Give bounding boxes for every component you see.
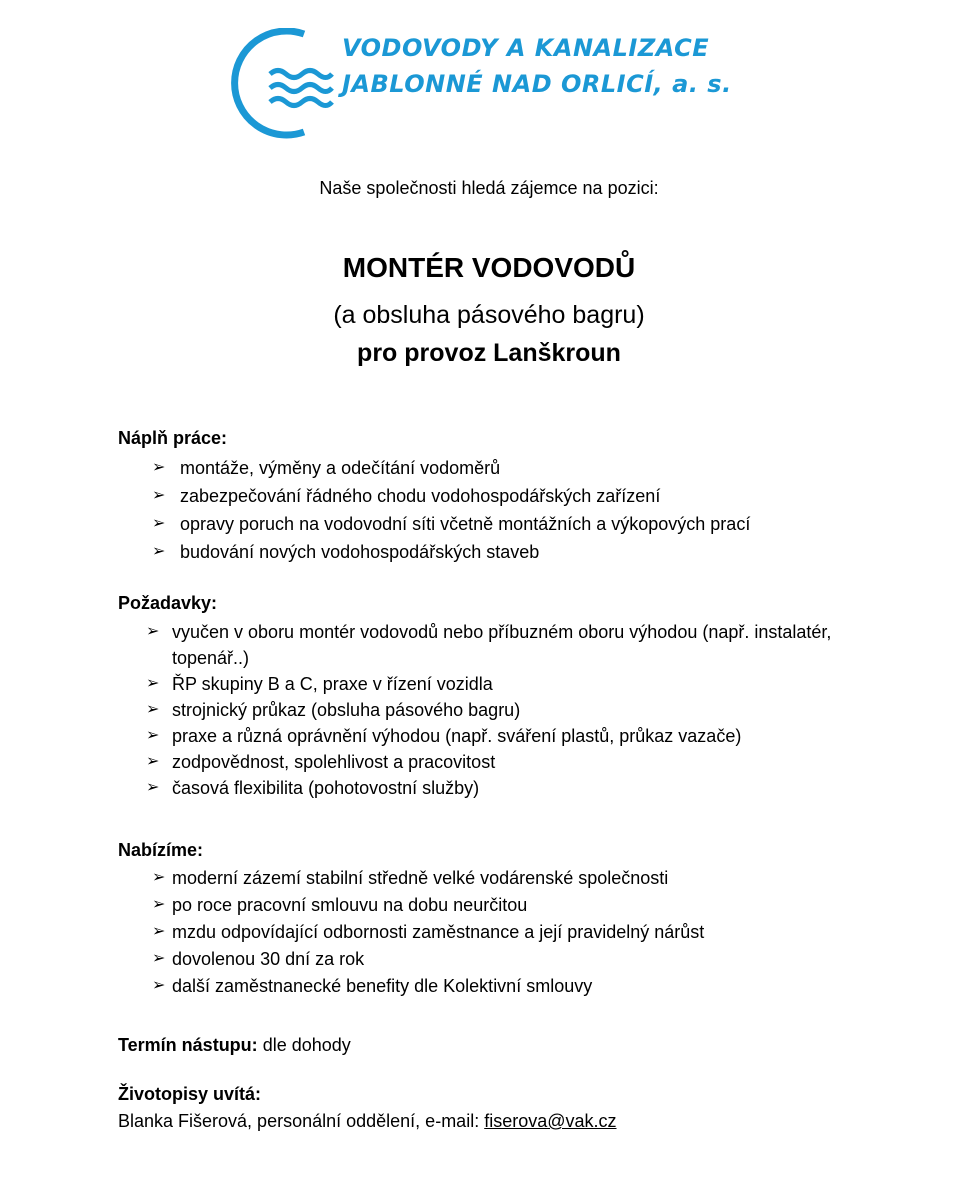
arrow-bullet-icon: ➢	[146, 701, 160, 718]
job-subtitle: (a obsluha pásového bagru)	[333, 301, 645, 329]
list-item: ➢ ŘP skupiny B a C, praxe v řízení vozidla	[146, 671, 846, 697]
arrow-bullet-icon: ➢	[146, 675, 160, 692]
logo-text-line1: VODOVODY A KANALIZACE	[342, 34, 710, 62]
list-item: ➢ dovolenou 30 dní za rok	[152, 946, 852, 973]
contact-text: Blanka Fišerová, personální oddělení, e-mail:	[118, 1111, 480, 1131]
arrow-bullet-icon: ➢	[152, 923, 166, 940]
job-location: pro provoz Lanškroun	[357, 339, 621, 367]
arrow-bullet-icon: ➢	[152, 950, 166, 967]
contact-heading: Životopisy uvítá:	[118, 1084, 262, 1104]
company-logo	[222, 28, 782, 140]
arrow-bullet-icon: ➢	[152, 515, 166, 532]
section-heading-pozadavky: Požadavky:	[118, 593, 218, 613]
intro-text: Naše společnosti hledá zájemce na pozici:	[319, 178, 659, 198]
start-date-label: Termín nástupu:	[118, 1035, 258, 1055]
pozadavky-list	[146, 619, 846, 801]
section-heading-nabizime: Nabízíme:	[118, 840, 204, 860]
list-item: ➢ praxe a různá oprávnění výhodou (např. sváření plastů, průkaz vazače)	[146, 723, 846, 749]
list-item: ➢ zabezpečování řádného chodu vodohospodářských zařízení	[152, 483, 872, 511]
arrow-bullet-icon: ➢	[152, 487, 166, 504]
list-item: ➢ opravy poruch na vodovodní síti včetně montážních a výkopových prací	[152, 511, 872, 539]
list-item: ➢ moderní zázemí stabilní středně velké vodárenské společnosti	[152, 865, 852, 892]
contact-line	[118, 1111, 617, 1132]
list-item: ➢ strojnický průkaz (obsluha pásového bagru)	[146, 697, 846, 723]
start-date-line	[118, 1035, 351, 1056]
arrow-bullet-icon: ➢	[152, 459, 166, 476]
arrow-bullet-icon: ➢	[146, 623, 160, 640]
arrow-bullet-icon: ➢	[146, 753, 160, 770]
arrow-bullet-icon: ➢	[146, 779, 160, 796]
list-item: ➢ budování nových vodohospodářských staveb	[152, 539, 872, 567]
list-item: ➢ mzdu odpovídající odbornosti zaměstnance a její pravidelný nárůst	[152, 919, 852, 946]
section-heading-napln: Náplň práce:	[118, 428, 228, 448]
arrow-bullet-icon: ➢	[152, 869, 166, 886]
start-date-value: dle dohody	[262, 1035, 351, 1055]
arrow-bullet-icon: ➢	[152, 896, 166, 913]
logo-text-line2: JABLONNÉ NAD ORLICÍ, a. s.	[342, 70, 732, 98]
list-item: ➢ vyučen v oboru montér vodovodů nebo příbuzném oboru výhodou (např. instalatér, topenář..)	[146, 619, 846, 671]
list-item: ➢ zodpovědnost, spolehlivost a pracovitost	[146, 749, 846, 775]
nabizime-list	[152, 865, 852, 1000]
napln-list	[152, 455, 872, 567]
water-waves-icon	[222, 28, 342, 140]
arrow-bullet-icon: ➢	[152, 977, 166, 994]
arrow-bullet-icon: ➢	[152, 543, 166, 560]
list-item: ➢ další zaměstnanecké benefity dle Kolektivní smlouvy	[152, 973, 852, 1000]
list-item: ➢ montáže, výměny a odečítání vodoměrů	[152, 455, 872, 483]
email-link[interactable]: fiserova@vak.cz	[484, 1111, 617, 1131]
job-title: MONTÉR VODOVODŮ	[342, 252, 636, 283]
arrow-bullet-icon: ➢	[146, 727, 160, 744]
list-item: ➢ po roce pracovní smlouvu na dobu neurčitou	[152, 892, 852, 919]
list-item: ➢ časová flexibilita (pohotovostní služby)	[146, 775, 846, 801]
